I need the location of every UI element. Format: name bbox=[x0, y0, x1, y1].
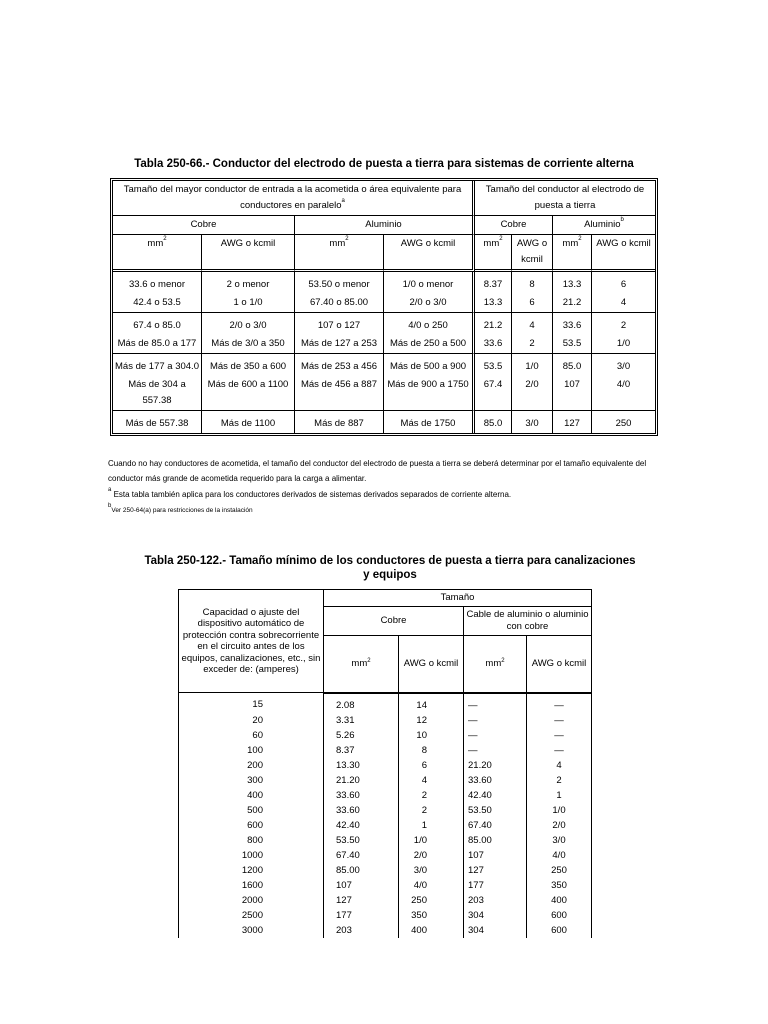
t2-cell: 350 bbox=[527, 878, 592, 893]
t1-row bbox=[113, 335, 655, 354]
t1-header-awg: AWG o kcmil bbox=[202, 235, 295, 272]
t2-cell: 127 bbox=[464, 863, 527, 878]
t2-cell: 800 bbox=[179, 833, 324, 848]
t2-cell: 53.50 bbox=[464, 803, 527, 818]
t1-cell: 4 bbox=[512, 313, 553, 335]
t1-cell: 85.0 bbox=[553, 354, 592, 376]
t2-cell: 600 bbox=[527, 923, 592, 938]
t1-cell: 1/0 bbox=[512, 354, 553, 376]
t2-cell: — bbox=[464, 713, 527, 728]
t2-header-mm2: $mm^2$ bbox=[324, 635, 399, 693]
t1-cell: 2/0 o 3/0 bbox=[384, 294, 475, 313]
t2-cell: 4 bbox=[527, 758, 592, 773]
t1-cell: 53.5 bbox=[475, 354, 512, 376]
table1-title: Tabla 250-66.- Conductor del electrodo de puesta a tierra para sistemas de corriente alterna bbox=[134, 158, 634, 170]
t2-cell: 2/0 bbox=[399, 848, 464, 863]
t2-cell: 5.26 bbox=[324, 728, 399, 743]
t1-cell: Más de 500 a 900 bbox=[384, 354, 475, 376]
t2-cell: 203 bbox=[324, 923, 399, 938]
t2-cell: 177 bbox=[464, 878, 527, 893]
t2-cell: 1000 bbox=[179, 848, 324, 863]
t2-cell: 42.40 bbox=[464, 788, 527, 803]
t1-note-b: $^b$Ver 250-64(a) para restricciones de la instalación bbox=[108, 503, 253, 514]
t2-cell: 60 bbox=[179, 728, 324, 743]
t2-cell: 42.40 bbox=[324, 818, 399, 833]
t1-cell: Más de 253 a 456 bbox=[295, 354, 384, 376]
t1-cell: 13.3 bbox=[475, 294, 512, 313]
t1-cell: 127 bbox=[553, 411, 592, 433]
t1-cell: 8.37 bbox=[475, 272, 512, 294]
t1-header-service-conductor: Tamaño del mayor conductor de entrada a la acometida o área equivalente para conductores en paralelo$^a$ bbox=[113, 181, 475, 216]
t2-cell: 304 bbox=[464, 908, 527, 923]
t1-cell: 1/0 o menor bbox=[384, 272, 475, 294]
t2-cell: 4/0 bbox=[399, 878, 464, 893]
t1-header-aluminio-right: Aluminio$^b$ bbox=[553, 216, 655, 235]
t1-cell: Más de 456 a 887 bbox=[295, 376, 384, 411]
t1-cell: Más de 1100 bbox=[202, 411, 295, 433]
t1-header-cobre: Cobre bbox=[113, 216, 295, 235]
t2-cell: 4 bbox=[399, 773, 464, 788]
t1-cell: 3/0 bbox=[616, 361, 631, 372]
t2-cell: 100 bbox=[179, 743, 324, 758]
t2-cell: 67.40 bbox=[324, 848, 399, 863]
t1-header-mm2: $mm^2$ bbox=[113, 235, 202, 272]
t2-cell: — bbox=[464, 743, 527, 758]
t1-header-mm2: $mm^2$ bbox=[553, 235, 592, 272]
t2-cell: 2 bbox=[399, 788, 464, 803]
t2-row bbox=[179, 893, 592, 908]
t1-header-aluminio: Aluminio bbox=[295, 216, 475, 235]
t2-cell: 3/0 bbox=[527, 833, 592, 848]
t2-cell: — bbox=[464, 693, 527, 713]
t1-row bbox=[113, 354, 655, 376]
t2-cell: 500 bbox=[179, 803, 324, 818]
t1-row bbox=[113, 411, 655, 433]
t1-cell: 67.4 bbox=[475, 376, 512, 411]
t2-cell: 3000 bbox=[179, 923, 324, 938]
t2-cell: 8 bbox=[399, 743, 464, 758]
t1-cell: 2 bbox=[620, 320, 627, 331]
t1-cell: 8 bbox=[512, 272, 553, 294]
t1-cell: Más de 127 a 253 bbox=[295, 335, 384, 354]
t2-cell: 400 bbox=[527, 893, 592, 908]
t2-row bbox=[179, 758, 592, 773]
t1-header-mm2: $mm^2$ bbox=[475, 235, 512, 272]
t2-cell: 2 bbox=[399, 803, 464, 818]
t1-cell: 107 o 127 bbox=[295, 313, 384, 335]
t2-cell: 177 bbox=[324, 908, 399, 923]
t2-row bbox=[179, 818, 592, 833]
t2-row bbox=[179, 878, 592, 893]
t1-cell: 4/0 bbox=[592, 376, 655, 411]
t2-cell: 85.00 bbox=[324, 863, 399, 878]
t2-cell: 2500 bbox=[179, 908, 324, 923]
t1-cell: 3/0 bbox=[512, 411, 553, 433]
t2-cell: 6 bbox=[399, 758, 464, 773]
t1-cell: 33.6 bbox=[553, 313, 592, 335]
t2-cell: 304 bbox=[464, 923, 527, 938]
t2-cell: 250 bbox=[399, 893, 464, 908]
table-250-66 bbox=[110, 178, 658, 436]
t1-cell: 21.2 bbox=[475, 313, 512, 335]
t1-cell: 2 bbox=[512, 335, 553, 354]
t2-row bbox=[179, 923, 592, 938]
t2-header-mm2: $mm^2$ bbox=[464, 635, 527, 693]
t2-cell: 10 bbox=[399, 728, 464, 743]
t2-row bbox=[179, 713, 592, 728]
t2-cell: 2.08 bbox=[324, 693, 399, 713]
t2-row bbox=[179, 908, 592, 923]
t1-row bbox=[113, 376, 655, 411]
t1-cell: 107 bbox=[553, 376, 592, 411]
t2-cell: 13.30 bbox=[324, 758, 399, 773]
t1-cell: Más de 900 a 1750 bbox=[384, 376, 475, 411]
t1-cell: 4/0 o 250 bbox=[384, 313, 475, 335]
t2-cell: 21.20 bbox=[464, 758, 527, 773]
t2-cell: 400 bbox=[179, 788, 324, 803]
t1-cell: 42.4 o 53.5 bbox=[113, 294, 202, 313]
t1-cell: 21.2 bbox=[553, 294, 592, 313]
t2-cell: 67.40 bbox=[464, 818, 527, 833]
t1-cell: 67.40 o 85.00 bbox=[295, 294, 384, 313]
t1-cell: 53.50 o menor bbox=[295, 272, 384, 294]
t1-cell: 85.0 bbox=[475, 411, 512, 433]
t2-header-cobre: Cobre bbox=[324, 606, 464, 635]
t1-row bbox=[113, 272, 655, 294]
t2-row bbox=[179, 863, 592, 878]
t1-row bbox=[113, 313, 655, 335]
t2-cell: 350 bbox=[399, 908, 464, 923]
t1-cell: 2/0 bbox=[512, 376, 553, 411]
t1-row bbox=[113, 294, 655, 313]
t2-cell: 127 bbox=[324, 893, 399, 908]
t2-cell: — bbox=[464, 728, 527, 743]
t1-cell: 2/0 o 3/0 bbox=[202, 313, 295, 335]
t2-cell: 4/0 bbox=[527, 848, 592, 863]
t1-cell: Más de 250 a 500 bbox=[384, 335, 475, 354]
table2-title: Tabla 250-122.- Tamaño mínimo de los conductores de puesta a tierra para canalizaciones y equipos bbox=[144, 555, 636, 581]
t1-header-electrode-conductor: Tamaño del conductor al electrodo de puesta a tierra bbox=[475, 181, 655, 216]
t2-cell: 300 bbox=[179, 773, 324, 788]
t2-cell: 107 bbox=[464, 848, 527, 863]
t1-cell: Más de 85.0 a 177 bbox=[113, 335, 202, 354]
t2-cell: — bbox=[527, 693, 592, 713]
t2-cell: 1 bbox=[399, 818, 464, 833]
t1-header-awg: AWG o kcmil bbox=[592, 235, 655, 272]
t2-cell: 21.20 bbox=[324, 773, 399, 788]
t1-cell: Más de 3/0 a 350 bbox=[202, 335, 295, 354]
t2-cell: 12 bbox=[399, 713, 464, 728]
t1-cell: 1/0 bbox=[592, 335, 655, 354]
t1-cell: 250 bbox=[615, 418, 632, 429]
t2-cell: 1/0 bbox=[527, 803, 592, 818]
t1-cell: 67.4 o 85.0 bbox=[113, 313, 202, 335]
t1-cell: 33.6 bbox=[475, 335, 512, 354]
t1-cell: Más de 177 a 304.0 bbox=[113, 354, 202, 376]
t2-cell: 1200 bbox=[179, 863, 324, 878]
t1-cell: 6 bbox=[512, 294, 553, 313]
t2-cell: 8.37 bbox=[324, 743, 399, 758]
t2-cell: 250 bbox=[527, 863, 592, 878]
t1-cell: Más de 557.38 bbox=[113, 411, 202, 433]
t1-header-mm2: $mm^2$ bbox=[295, 235, 384, 272]
t1-cell: 4 bbox=[592, 294, 655, 313]
t2-row bbox=[179, 788, 592, 803]
t1-cell: Más de 1750 bbox=[384, 411, 475, 433]
t2-cell: 600 bbox=[527, 908, 592, 923]
t2-cell: 1/0 bbox=[399, 833, 464, 848]
t2-cell: 85.00 bbox=[464, 833, 527, 848]
t1-note-a: $^a$ Esta tabla también aplica para los conductores derivados de sistemas derivados separados de corriente alterna. bbox=[108, 487, 512, 499]
t2-row bbox=[179, 833, 592, 848]
t2-row bbox=[179, 803, 592, 818]
t2-header-awg: AWG o kcmil bbox=[399, 635, 464, 693]
t2-header-aluminio: Cable de aluminio o aluminio con cobre bbox=[464, 606, 592, 635]
t2-cell: 2000 bbox=[179, 893, 324, 908]
t1-cell: 13.3 bbox=[553, 272, 592, 294]
t1-note-general: Cuando no hay conductores de acometida, el tamaño del conductor del electrodo de puesta a tierra se deberá determinar por el tamaño equivalente del conductor más grande de acometida requerido para la carga a alimentar. bbox=[108, 459, 647, 483]
t2-cell: 600 bbox=[179, 818, 324, 833]
t1-cell: Más de 350 a 600 bbox=[202, 354, 295, 376]
t2-cell: 400 bbox=[399, 923, 464, 938]
t2-row bbox=[179, 848, 592, 863]
t2-cell: 2 bbox=[527, 773, 592, 788]
t1-cell: 53.5 bbox=[553, 335, 592, 354]
t2-row bbox=[179, 773, 592, 788]
t2-cell: — bbox=[527, 728, 592, 743]
t2-header-awg: AWG o kcmil bbox=[527, 635, 592, 693]
t1-cell: 1 o 1/0 bbox=[202, 294, 295, 313]
t2-cell: 33.60 bbox=[324, 803, 399, 818]
t2-header-capacidad: Capacidad o ajuste del dispositivo automático de protección contra sobrecorriente en el circuito antes de los equipos, canalizaciones, etc., sin exceder de: (amperes) bbox=[179, 590, 324, 693]
t2-cell: 14 bbox=[399, 693, 464, 713]
table-250-122 bbox=[178, 589, 592, 938]
t2-cell: — bbox=[527, 743, 592, 758]
t1-cell: 2 o menor bbox=[202, 272, 295, 294]
t2-cell: 3.31 bbox=[324, 713, 399, 728]
t2-cell: 33.60 bbox=[324, 788, 399, 803]
t1-cell: Más de 304 a 557.38 bbox=[113, 376, 202, 411]
t2-row bbox=[179, 743, 592, 758]
t2-cell: 107 bbox=[324, 878, 399, 893]
t2-cell: 1 bbox=[527, 788, 592, 803]
t2-header-tamano: Tamaño bbox=[324, 590, 592, 607]
t2-cell: — bbox=[527, 713, 592, 728]
t1-cell: 33.6 o menor bbox=[113, 272, 202, 294]
t1-cell: 6 bbox=[620, 279, 627, 290]
t2-cell: 20 bbox=[179, 713, 324, 728]
t1-header-cobre-right: Cobre bbox=[475, 216, 553, 235]
t2-cell: 15 bbox=[179, 693, 324, 713]
t1-header-awg: AWG o kcmil bbox=[384, 235, 475, 272]
t2-cell: 1600 bbox=[179, 878, 324, 893]
t1-cell: Más de 887 bbox=[295, 411, 384, 433]
t2-cell: 200 bbox=[179, 758, 324, 773]
t2-cell: 3/0 bbox=[399, 863, 464, 878]
t2-row bbox=[179, 693, 592, 713]
t2-cell: 2/0 bbox=[527, 818, 592, 833]
t2-cell: 203 bbox=[464, 893, 527, 908]
t2-cell: 33.60 bbox=[464, 773, 527, 788]
t1-header-awg: AWG o kcmil bbox=[512, 235, 553, 272]
t2-row bbox=[179, 728, 592, 743]
t2-cell: 53.50 bbox=[324, 833, 399, 848]
t1-cell: Más de 600 a 1100 bbox=[202, 376, 295, 411]
